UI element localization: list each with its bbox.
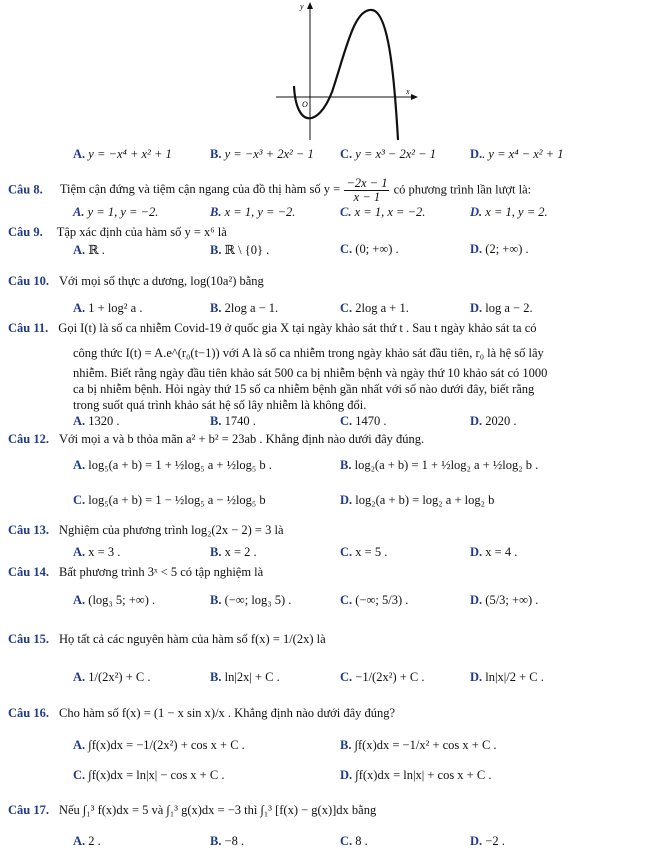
cubic-graph [270,0,420,145]
q13-stem: Câu 13. Nghiệm của phương trình log₂(2x − 2) = 3 là [8,523,284,537]
q14-option-b[interactable]: B. (−∞; log₃ 5) . [210,593,292,607]
q9-stem: Câu 9. Tập xác định của hàm số y = x⁶ là [8,225,227,239]
q15-option-c[interactable]: C. −1/(2x²) + C . [340,670,425,684]
q7-option-b[interactable] [210,147,314,162]
option-letter: A. [73,147,86,161]
q9-option-d[interactable]: D. (2; +∞) . [470,242,529,256]
q17-stem: Câu 17. Nếu ∫₁³ f(x)dx = 5 và ∫₁³ g(x)dx = −3 thì ∫₁³ [f(x) − g(x)]dx bằng [8,803,377,817]
q9-option-a[interactable]: A. ℝ . [73,243,105,257]
q15-option-a[interactable]: A. 1/(2x²) + C . [73,670,151,684]
option-text: y = −x⁴ + x² + 1 [88,147,172,161]
q10-option-d[interactable]: D. log a − 2. [470,301,533,315]
q7-option-c[interactable] [340,147,436,162]
q9-option-c[interactable]: C. (0; +∞) . [340,242,399,256]
q15-option-b[interactable]: B. ln|2x| + C . [210,670,280,684]
q8-option-c[interactable]: C. x = 1, x = −2. [340,205,426,219]
question-text-end: có phương trình lần lượt là: [393,182,532,197]
x-axis-label: x [406,87,410,96]
q16-option-b[interactable]: B. ∫f(x)dx = −1/x² + cos x + C . [340,738,497,752]
q17-option-a[interactable]: A. 2 . [73,834,101,848]
q11-line1: Câu 11. Gọi I(t) là số ca nhiễm Covid-19 ở quốc gia X tại ngày khảo sát thứ t . Sau t ngày khảo sát ta có [8,321,537,335]
q17-option-c[interactable]: C. 8 . [340,834,368,848]
q16-option-c[interactable]: C. ∫f(x)dx = ln|x| − cos x + C . [73,768,225,782]
q11-option-c[interactable]: C. 1470 . [340,414,387,428]
q10-option-c[interactable]: C. 2log a + 1. [340,301,409,315]
y-axis-label: y [300,2,304,11]
question-number: Câu 8. [8,182,43,197]
q14-stem: Câu 14. Bất phương trình 3ˣ < 5 có tập nghiệm là [8,565,264,579]
q13-option-c[interactable]: C. x = 5 . [340,545,388,559]
q9-option-b[interactable]: B. ℝ \ {0} . [210,243,270,257]
q11-line4: ca bị nhiễm bệnh. Hỏi ngày thứ 15 số ca nhiễm bệnh gần nhất với số nào dưới đây, biết rằng [73,382,535,396]
fraction: $\frac{-2x - 1}{x - 1}$ [346,176,388,204]
q10-option-a[interactable]: A. 1 + log² a . [73,301,143,315]
q16-stem: Câu 16. Cho hàm số f(x) = (1 − x sin x)/x . Khẳng định nào dưới đây đúng? [8,706,396,720]
q12-option-d[interactable]: D. log₂(a + b) = log₂ a + log₂ b [340,493,495,507]
q16-option-d[interactable]: D. ∫f(x)dx = ln|x| + cos x + C . [340,768,492,782]
q11-line5: trong suốt quá trình khảo sát hệ số lây nhiễm là không đổi. [73,398,367,412]
q17-option-b[interactable]: B. −8 . [210,834,245,848]
q10-stem: Câu 10. Với mọi số thực a dương, log(10a²) bằng [8,274,264,288]
q13-option-d[interactable]: D. x = 4 . [470,545,518,559]
q11-line2: công thức I(t) = A.e^(r₀(t−1)) với A là số ca nhiễm trong ngày khảo sát đầu tiên, r₀ là hệ số lây [73,346,544,360]
option-letter: B. [210,147,222,161]
option-text: y = −x³ + 2x² − 1 [224,147,314,161]
q14-option-d[interactable]: D. (5/3; +∞) . [470,593,539,607]
q14-option-c[interactable]: C. (−∞; 5/3) . [340,593,409,607]
q10-option-b[interactable]: B. 2log a − 1. [210,301,279,315]
q12-option-b[interactable]: B. log₂(a + b) = 1 + ½log₂ a + ½log₂ b . [340,458,539,472]
q11-option-d[interactable]: D. 2020 . [470,414,517,428]
question-text: Tiệm cận đứng và tiệm cận ngang của đồ thị hàm số y = [59,182,341,197]
q7-option-d[interactable] [470,147,563,162]
option-letter: D. [470,147,483,161]
q7-option-a[interactable] [73,147,172,162]
origin-label: O [302,100,308,109]
option-text: y = x³ − 2x² − 1 [355,147,436,161]
q15-option-d[interactable]: D. ln|x|/2 + C . [470,670,544,684]
q16-option-a[interactable]: A. ∫f(x)dx = −1/(2x²) + cos x + C . [73,738,245,752]
q11-option-a[interactable]: A. 1320 . [73,414,120,428]
q12-option-a[interactable]: A. log₅(a + b) = 1 + ½log₅ a + ½log₅ b . [73,458,272,472]
q13-option-a[interactable]: A. x = 3 . [73,545,121,559]
q11-option-b[interactable]: B. 1740 . [210,414,256,428]
q13-option-b[interactable]: B. x = 2 . [210,545,257,559]
q8-option-a[interactable]: A. y = 1, y = −2. [73,205,159,219]
q8-stem [8,177,531,204]
q17-option-d[interactable]: D. −2 . [470,834,505,848]
q8-option-d[interactable]: D. x = 1, y = 2. [470,205,548,219]
option-text: . y = x⁴ − x² + 1 [482,147,564,161]
q8-option-b[interactable]: B. x = 1, y = −2. [210,205,296,219]
q15-stem: Câu 15. Họ tất cả các nguyên hàm của hàm số f(x) = 1/(2x) là [8,632,326,646]
q12-option-c[interactable]: C. log₅(a + b) = 1 − ½log₅ a − ½log₅ b [73,493,266,507]
option-letter: C. [340,147,353,161]
q12-stem: Câu 12. Với mọi a và b thỏa mãn a² + b² = 23ab . Khẳng định nào dưới đây đúng. [8,432,425,446]
q14-option-a[interactable]: A. (log₃ 5; +∞) . [73,593,156,607]
q11-line3: nhiễm. Biết rằng ngày đầu tiên khảo sát 500 ca bị nhiễm bệnh và ngày thứ 10 khảo sát có 1000 [73,366,548,380]
